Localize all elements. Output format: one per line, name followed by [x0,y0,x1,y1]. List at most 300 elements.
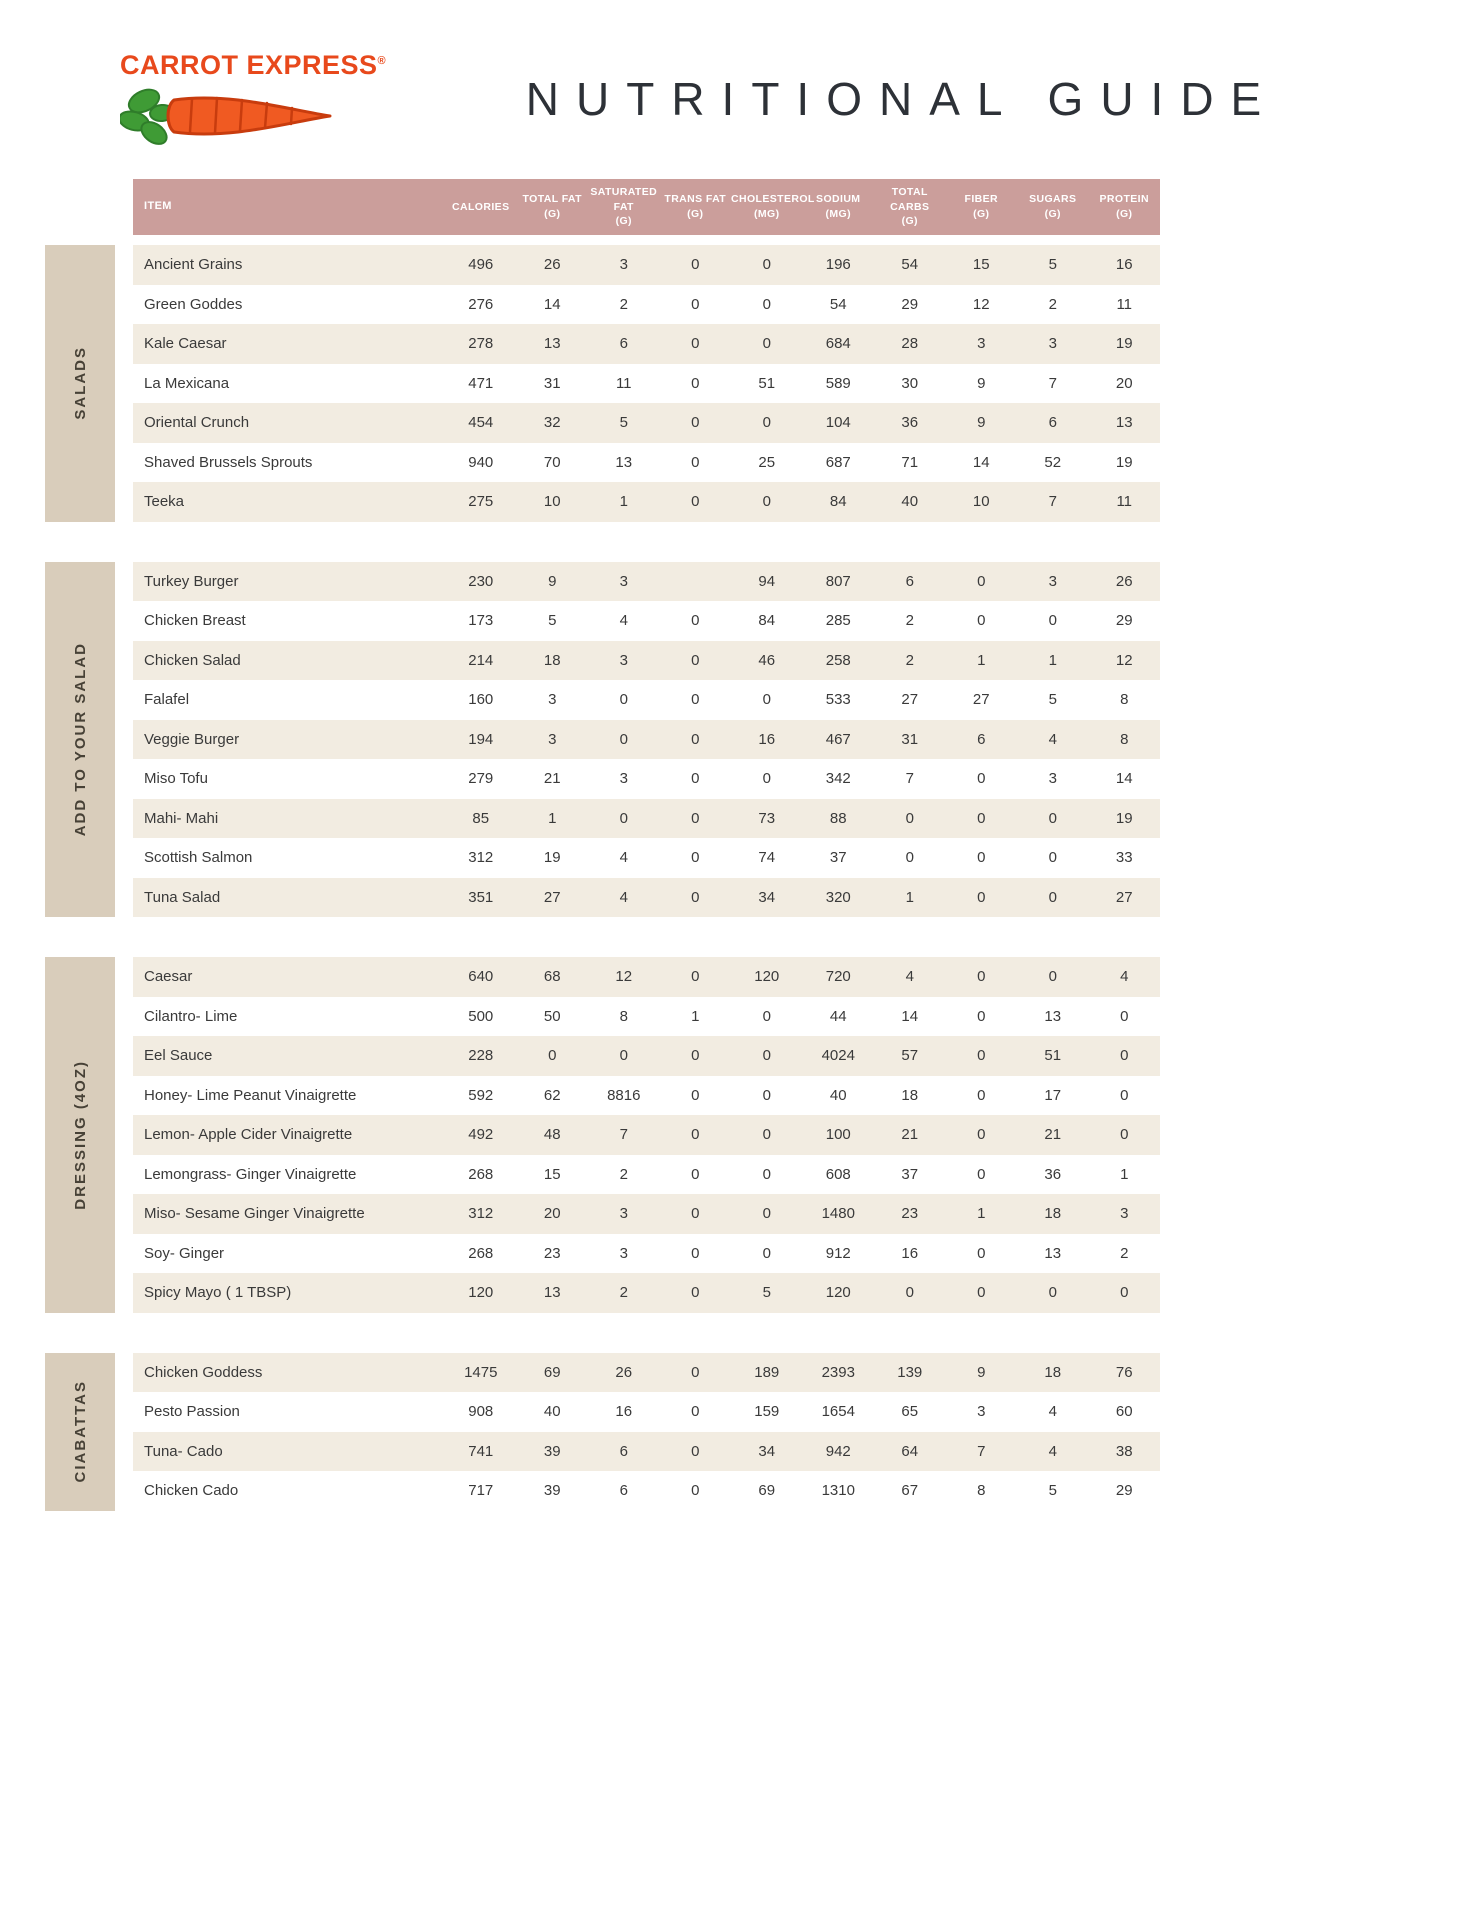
value-trans-fat: 0 [691,651,700,669]
value-protein: 27 [1115,888,1133,906]
value-sodium: 942 [825,1442,851,1460]
table-row-ancient-grains [133,245,1160,285]
table-row-falafel [133,680,1160,720]
value-total-fat: 68 [543,968,561,986]
item-name: Teeka [144,493,185,511]
table-row-miso-sesame-ginger-vinaigrette [133,1194,1160,1234]
value-sugars: 3 [1048,770,1057,788]
value-trans-fat: 0 [691,1363,700,1381]
value-total-fat: 26 [543,256,561,274]
section-label-ciabattas [45,1353,115,1511]
value-fiber: 9 [977,414,986,432]
value-fiber: 0 [977,1165,986,1183]
value-total-carbs: 29 [901,295,919,313]
value-cholesterol: 51 [758,374,776,392]
table-row-turkey-burger [133,562,1160,602]
value-calories: 160 [468,691,494,709]
value-total-carbs: 1 [905,888,914,906]
value-protein: 8 [1120,730,1129,748]
value-total-fat: 48 [543,1126,561,1144]
value-sodium: 1480 [821,1205,855,1223]
value-calories: 492 [468,1126,494,1144]
brand-name [120,50,387,81]
value-trans-fat: 0 [691,888,700,906]
value-fiber: 0 [977,1284,986,1302]
table-row-veggie-burger [133,720,1160,760]
value-fiber: 0 [977,1086,986,1104]
column-label: SATURATED FAT [590,185,658,213]
column-header-sodium [803,192,875,221]
value-total-carbs: 6 [905,572,914,590]
column-label: TOTAL FAT [522,193,582,206]
value-trans-fat: 0 [691,849,700,867]
value-sugars: 0 [1048,809,1057,827]
value-total-fat: 13 [543,1284,561,1302]
value-fiber: 3 [977,335,986,353]
value-total-carbs: 0 [905,809,914,827]
value-cholesterol: 159 [754,1403,780,1421]
value-protein: 1 [1120,1165,1129,1183]
value-sodium: 4024 [821,1047,855,1065]
value-cholesterol: 0 [762,414,771,432]
value-sugars: 21 [1044,1126,1062,1144]
value-sugars: 51 [1044,1047,1062,1065]
table-row-eel-sauce [133,1036,1160,1076]
value-saturated-fat: 3 [619,1205,628,1223]
value-trans-fat: 0 [691,453,700,471]
table-header [133,179,1160,235]
value-sugars: 4 [1048,1403,1057,1421]
value-total-fat: 39 [543,1482,561,1500]
value-fiber: 0 [977,612,986,630]
value-sodium: 120 [825,1284,851,1302]
section-ciabattas [45,1353,1484,1511]
registered-mark: ® [377,55,387,67]
table-row-pesto-passion [133,1392,1160,1432]
value-calories: 228 [468,1047,494,1065]
value-total-fat: 23 [543,1244,561,1262]
value-saturated-fat: 0 [619,691,628,709]
value-fiber: 0 [977,849,986,867]
value-cholesterol: 74 [758,849,776,867]
value-fiber: 15 [972,256,990,274]
item-name: Shaved Brussels Sprouts [144,453,313,471]
value-total-carbs: 139 [897,1363,923,1381]
column-header-sugars [1017,192,1089,221]
column-label: SODIUM [816,193,861,206]
item-name: Soy- Ginger [144,1244,225,1262]
value-fiber: 0 [977,888,986,906]
item-name: Chicken Breast [144,612,246,630]
value-sugars: 13 [1044,1007,1062,1025]
value-saturated-fat: 4 [619,849,628,867]
value-protein: 0 [1120,1007,1129,1025]
carrot-icon [120,85,335,147]
value-trans-fat: 0 [691,770,700,788]
value-calories: 640 [468,968,494,986]
value-sodium: 687 [825,453,851,471]
value-sodium: 807 [825,572,851,590]
value-trans-fat: 0 [691,1482,700,1500]
value-saturated-fat: 6 [619,335,628,353]
value-total-fat: 62 [543,1086,561,1104]
value-cholesterol: 16 [758,730,776,748]
section-label-salads [45,245,115,522]
section-label-text: CIABATTAS [71,1380,89,1483]
section-label-add-to-your-salad [45,562,115,918]
value-calories: 276 [468,295,494,313]
table-row-lemon-apple-cider-vinaigrette [133,1115,1160,1155]
value-calories: 312 [468,849,494,867]
value-sodium: 467 [825,730,851,748]
value-trans-fat: 0 [691,1086,700,1104]
section-label-text: ADD TO YOUR SALAD [71,642,89,837]
value-total-fat: 18 [543,651,561,669]
item-name: Chicken Goddess [144,1363,263,1381]
value-cholesterol: 0 [762,295,771,313]
value-fiber: 27 [972,691,990,709]
value-saturated-fat: 4 [619,888,628,906]
value-total-fat: 50 [543,1007,561,1025]
table-row-soy-ginger [133,1234,1160,1274]
column-unit: (G) [973,208,990,220]
value-trans-fat: 0 [691,691,700,709]
column-label: CHOLESTEROL [731,193,815,206]
value-calories: 173 [468,612,494,630]
value-fiber: 0 [977,1244,986,1262]
item-name: Falafel [144,691,190,709]
value-calories: 194 [468,730,494,748]
table-row-teeka [133,482,1160,522]
value-trans-fat: 0 [691,612,700,630]
value-trans-fat: 0 [691,493,700,511]
value-sugars: 3 [1048,572,1057,590]
brand-name-text: CARROT EXPRESS [120,50,378,80]
item-name: Oriental Crunch [144,414,250,432]
section-dressing-4oz [45,957,1484,1313]
value-calories: 268 [468,1165,494,1183]
value-fiber: 0 [977,809,986,827]
value-total-carbs: 65 [901,1403,919,1421]
section-rows [133,245,1160,522]
brand-logo [120,50,387,147]
value-total-fat: 27 [543,888,561,906]
item-name: Chicken Cado [144,1482,239,1500]
page-title: NUTRITIONAL GUIDE [525,73,1279,125]
section-label-text: SALADS [71,346,89,421]
column-header-fiber [946,192,1018,221]
table-row-shaved-brussels-sprouts [133,443,1160,483]
value-protein: 0 [1120,1126,1129,1144]
value-total-fat: 10 [543,493,561,511]
value-sugars: 18 [1044,1205,1062,1223]
section-label-dressing-4oz [45,957,115,1313]
value-saturated-fat: 6 [619,1482,628,1500]
value-trans-fat: 0 [691,809,700,827]
value-cholesterol: 0 [762,1086,771,1104]
column-unit: (G) [687,208,704,220]
value-cholesterol: 25 [758,453,776,471]
value-sodium: 104 [825,414,851,432]
value-saturated-fat: 8 [619,1007,628,1025]
value-total-carbs: 21 [901,1126,919,1144]
value-calories: 741 [468,1442,494,1460]
value-total-fat: 3 [548,691,557,709]
value-sodium: 84 [829,493,847,511]
value-total-fat: 14 [543,295,561,313]
value-trans-fat: 0 [691,730,700,748]
value-sodium: 54 [829,295,847,313]
value-total-carbs: 7 [905,770,914,788]
value-sodium: 320 [825,888,851,906]
value-fiber: 0 [977,968,986,986]
value-sodium: 2393 [821,1363,855,1381]
value-fiber: 0 [977,1007,986,1025]
value-sugars: 4 [1048,730,1057,748]
value-total-carbs: 2 [905,651,914,669]
value-cholesterol: 0 [762,770,771,788]
value-protein: 4 [1120,968,1129,986]
value-saturated-fat: 2 [619,295,628,313]
section-rows [133,562,1160,918]
column-header-saturated-fat [588,185,660,229]
value-sodium: 100 [825,1126,851,1144]
item-name: Miso Tofu [144,770,208,788]
column-unit: (MG) [825,208,851,220]
value-total-carbs: 28 [901,335,919,353]
value-saturated-fat: 0 [619,1047,628,1065]
value-sugars: 6 [1048,414,1057,432]
value-calories: 908 [468,1403,494,1421]
value-total-fat: 15 [543,1165,561,1183]
table-row-caesar [133,957,1160,997]
item-name: Chicken Salad [144,651,241,669]
table-row-mahi-mahi [133,799,1160,839]
table-row-chicken-salad [133,641,1160,681]
table-row-tuna-salad [133,878,1160,918]
column-label: ITEM [144,200,172,213]
value-sodium: 1310 [821,1482,855,1500]
value-protein: 60 [1115,1403,1133,1421]
column-header-trans-fat [660,192,732,221]
value-protein: 29 [1115,612,1133,630]
value-total-carbs: 37 [901,1165,919,1183]
value-protein: 29 [1115,1482,1133,1500]
table-row-chicken-goddess [133,1353,1160,1393]
value-total-fat: 13 [543,335,561,353]
value-fiber: 14 [972,453,990,471]
value-saturated-fat: 3 [619,770,628,788]
table-row-honey-lime-peanut-vinaigrette [133,1076,1160,1116]
value-total-carbs: 64 [901,1442,919,1460]
item-name: Caesar [144,968,193,986]
value-total-fat: 19 [543,849,561,867]
value-fiber: 8 [977,1482,986,1500]
value-sodium: 285 [825,612,851,630]
value-trans-fat: 1 [691,1007,700,1025]
column-unit: (G) [544,208,561,220]
value-fiber: 0 [977,1047,986,1065]
value-fiber: 1 [977,1205,986,1223]
value-total-fat: 32 [543,414,561,432]
value-sugars: 7 [1048,493,1057,511]
value-calories: 496 [468,256,494,274]
item-name: Spicy Mayo ( 1 TBSP) [144,1284,292,1302]
item-name: Lemongrass- Ginger Vinaigrette [144,1165,357,1183]
value-sugars: 5 [1048,256,1057,274]
item-name: Pesto Passion [144,1403,240,1421]
value-cholesterol: 0 [762,1244,771,1262]
item-name: Lemon- Apple Cider Vinaigrette [144,1126,353,1144]
value-calories: 275 [468,493,494,511]
value-total-carbs: 2 [905,612,914,630]
page-header [0,0,1484,147]
value-sodium: 912 [825,1244,851,1262]
table-row-scottish-salmon [133,838,1160,878]
value-sugars: 17 [1044,1086,1062,1104]
value-calories: 717 [468,1482,494,1500]
value-total-fat: 39 [543,1442,561,1460]
value-saturated-fat: 2 [619,1284,628,1302]
value-total-carbs: 71 [901,453,919,471]
value-sugars: 13 [1044,1244,1062,1262]
value-calories: 351 [468,888,494,906]
value-cholesterol: 0 [762,691,771,709]
value-fiber: 3 [977,1403,986,1421]
value-fiber: 6 [977,730,986,748]
value-protein: 20 [1115,374,1133,392]
value-sugars: 36 [1044,1165,1062,1183]
value-trans-fat: 0 [691,1244,700,1262]
value-saturated-fat: 16 [615,1403,633,1421]
value-fiber: 7 [977,1442,986,1460]
value-saturated-fat: 3 [619,1244,628,1262]
value-sugars: 0 [1048,612,1057,630]
value-total-carbs: 67 [901,1482,919,1500]
item-name: Miso- Sesame Ginger Vinaigrette [144,1205,365,1223]
value-protein: 11 [1116,295,1133,313]
table-sections [0,245,1484,1511]
value-sugars: 52 [1044,453,1062,471]
item-name: La Mexicana [144,374,230,392]
value-protein: 16 [1115,256,1133,274]
value-sugars: 0 [1048,888,1057,906]
value-trans-fat: 0 [691,1126,700,1144]
value-cholesterol: 0 [762,1007,771,1025]
item-name: Mahi- Mahi [144,809,219,827]
value-calories: 214 [468,651,494,669]
value-saturated-fat: 2 [619,1165,628,1183]
value-sodium: 40 [829,1086,847,1104]
value-sodium: 533 [825,691,851,709]
column-label: CALORIES [452,200,510,213]
column-label: PROTEIN [1099,193,1149,206]
value-sodium: 37 [829,849,847,867]
column-unit: (G) [1044,208,1061,220]
value-sugars: 18 [1044,1363,1062,1381]
value-total-fat: 20 [543,1205,561,1223]
value-sugars: 1 [1048,651,1057,669]
column-unit: (G) [615,215,632,228]
value-total-fat: 0 [548,1047,557,1065]
value-total-carbs: 14 [901,1007,919,1025]
value-sodium: 1654 [821,1403,855,1421]
value-fiber: 9 [977,374,986,392]
value-total-fat: 21 [543,770,561,788]
value-saturated-fat: 3 [619,651,628,669]
value-total-fat: 40 [543,1403,561,1421]
column-label: FIBER [964,193,998,206]
value-cholesterol: 84 [758,612,776,630]
value-trans-fat: 0 [691,374,700,392]
value-saturated-fat: 1 [619,493,628,511]
column-label: TRANS FAT [664,193,727,206]
value-cholesterol: 34 [758,888,776,906]
value-sugars: 5 [1048,691,1057,709]
value-sugars: 0 [1048,968,1057,986]
value-calories: 1475 [464,1363,498,1381]
table-row-chicken-cado [133,1471,1160,1511]
value-total-carbs: 30 [901,374,919,392]
value-fiber: 9 [977,1363,986,1381]
item-name: Kale Caesar [144,335,227,353]
value-cholesterol: 0 [762,335,771,353]
value-total-carbs: 18 [901,1086,919,1104]
value-total-carbs: 36 [901,414,919,432]
value-total-carbs: 57 [901,1047,919,1065]
value-protein: 33 [1115,849,1133,867]
value-sodium: 196 [825,256,851,274]
item-name: Veggie Burger [144,730,240,748]
value-trans-fat: 0 [691,335,700,353]
value-protein: 0 [1120,1047,1129,1065]
value-protein: 11 [1116,493,1133,511]
value-protein: 2 [1120,1244,1129,1262]
section-label-text: DRESSING (4OZ) [71,1059,89,1210]
section-rows [133,957,1160,1313]
value-calories: 500 [468,1007,494,1025]
value-cholesterol: 0 [762,1165,771,1183]
value-protein: 14 [1115,770,1133,788]
value-cholesterol: 0 [762,256,771,274]
value-total-fat: 31 [543,374,561,392]
value-protein: 8 [1120,691,1129,709]
value-calories: 471 [468,374,494,392]
value-total-fat: 5 [548,612,557,630]
value-total-carbs: 16 [901,1244,919,1262]
value-calories: 120 [468,1284,494,1302]
value-cholesterol: 34 [758,1442,776,1460]
value-calories: 312 [468,1205,494,1223]
value-saturated-fat: 13 [615,453,633,471]
value-sodium: 608 [825,1165,851,1183]
column-header-total-carbs [874,185,946,229]
value-total-carbs: 54 [901,256,919,274]
value-protein: 19 [1115,335,1133,353]
value-fiber: 0 [977,770,986,788]
value-saturated-fat: 7 [619,1126,628,1144]
value-fiber: 0 [977,1126,986,1144]
value-protein: 12 [1115,651,1133,669]
section-salads [45,245,1484,522]
column-label: SUGARS [1029,193,1077,206]
value-saturated-fat: 0 [619,730,628,748]
column-unit: (G) [1116,208,1133,220]
value-trans-fat: 0 [691,1442,700,1460]
table-row-spicy-mayo-1-tbsp [133,1273,1160,1313]
column-header-cholesterol [731,192,815,221]
section-rows [133,1353,1160,1511]
